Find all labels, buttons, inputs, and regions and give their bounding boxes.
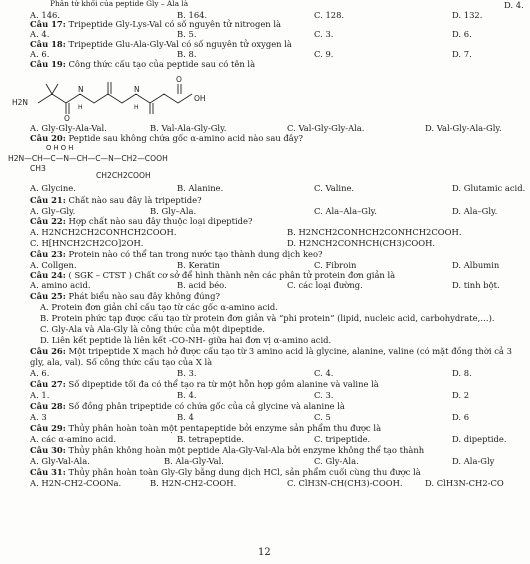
option-b[interactable]: B. 3. <box>177 368 197 378</box>
option-d[interactable]: D. 2 <box>452 390 470 400</box>
option-d[interactable]: D. 132. <box>452 10 483 20</box>
n-label: N <box>78 85 84 94</box>
option-d[interactable]: D. 7. <box>452 49 472 59</box>
question-text: Tripeptide Glu-Ala-Gly-Val có số nguyên tử oxygen là <box>68 39 292 49</box>
question-text: Phát biểu nào sau đây không đúng? <box>68 291 220 301</box>
question-text: Hợp chất nào sau đây thuộc loại dipeptide? <box>68 216 253 226</box>
question-text: Một tripeptide X mạch hở được cấu tạo từ 3 amino acid là glycine, alanine, valine (có mặt đồng thời cả 3 <box>68 346 512 356</box>
option-c[interactable]: C. các loại đường. <box>287 280 363 290</box>
question-label: Câu 30: <box>30 445 66 455</box>
question-19 <box>30 60 255 68</box>
formula-side-chain-1: CH3 <box>30 164 46 173</box>
question-31 <box>30 468 421 476</box>
option-c[interactable]: C. tripeptide. <box>314 434 371 444</box>
formula-top-atoms: O H O H <box>46 144 74 152</box>
option-a[interactable]: A. Gly–Gly. <box>30 206 76 216</box>
question-26-continued: gly, ala, val). Số công thức cấu tạo của X là <box>30 357 213 367</box>
option-b[interactable]: B. Alanine. <box>177 183 224 193</box>
option-c[interactable]: C. Ala–Ala–Gly. <box>314 206 377 216</box>
option-a[interactable]: A. 4. <box>30 29 50 39</box>
question-23 <box>30 250 323 258</box>
option-c[interactable]: C. Gly-Ala. <box>314 456 359 466</box>
option-b[interactable]: B. H2NCH2CONHCH2CONHCH2COOH. <box>287 227 462 237</box>
question-20-options <box>0 184 530 195</box>
question-label: Câu 29: <box>30 423 66 433</box>
option-d[interactable]: D. ClH3N-CH2-CO <box>425 478 504 488</box>
option-d[interactable]: D. 8. <box>452 368 472 378</box>
option-b[interactable]: B. 5. <box>177 29 197 39</box>
option-a[interactable]: A. 6. <box>30 49 50 59</box>
option-c[interactable]: C. 9. <box>314 49 334 59</box>
question-text: ( SGK – CTST ) Chất cơ sở để hình thành nên các phân tử protein đơn giản là <box>68 270 396 280</box>
option-c[interactable]: C. Valine. <box>314 183 355 193</box>
question-text: Thủy phân không hoàn một peptide Ala-Gly-Val-Ala bởi enzyme không thể tạo thành <box>68 445 425 455</box>
question-label: Câu 19: <box>30 59 66 69</box>
statement-c[interactable]: C. Gly-Ala và Ala-Gly là công thức của một dipeptide. <box>40 324 265 334</box>
question-29 <box>30 424 381 432</box>
h2n-label: H2N <box>12 98 29 107</box>
question-text: Số đồng phân tripeptide có chứa gốc của cả glycine và alanine là <box>68 401 345 411</box>
question-21 <box>30 196 202 204</box>
peptide-skeletal-structure <box>8 70 238 122</box>
option-b[interactable]: B. Val-Ala-Gly-Gly. <box>150 123 227 133</box>
option-d[interactable]: D. Ala–Gly. <box>452 206 498 216</box>
question-text: Tripeptide Gly-Lys-Val có số nguyên tử nitrogen là <box>68 19 282 29</box>
option-d[interactable]: D. 6 <box>452 412 470 422</box>
question-20 <box>30 134 303 142</box>
option-d[interactable]: D. dipeptide. <box>452 434 507 444</box>
question-31-options <box>0 479 530 490</box>
option-d[interactable]: D. 6. <box>452 29 472 39</box>
option-c[interactable]: C. 4. <box>314 368 334 378</box>
option-c[interactable]: C. H[HNCH2CH2CO]2OH. <box>30 238 144 248</box>
option-a[interactable]: A. 1. <box>30 390 50 400</box>
option-b[interactable]: B. Gly–Ala. <box>150 206 197 216</box>
question-label: Câu 18: <box>30 39 66 49</box>
option-d[interactable]: D. Ala-Gly <box>452 456 495 466</box>
option-a[interactable]: A. H2NCH2CH2CONHCH2COOH. <box>30 227 177 237</box>
question-text: Chất nào sau đây là tripeptide? <box>68 195 202 205</box>
option-b[interactable]: B. acid béo. <box>177 280 227 290</box>
option-c[interactable]: C. 3. <box>314 390 334 400</box>
option-c[interactable]: C. Fibroin <box>314 260 357 270</box>
option-c[interactable]: C. ClH3N-CH(CH3)-COOH. <box>287 478 403 488</box>
h-label: H <box>78 104 83 111</box>
option-d[interactable]: D. H2NCH2CONHCH(CH3)COOH. <box>287 238 436 248</box>
option-a[interactable]: A. 146. <box>30 10 61 20</box>
question-text: Số dipeptide tối đa có thể tạo ra từ một hỗn hợp gồm alanine và valine là <box>68 379 379 389</box>
formula-main-chain: H2N—CH—C—N—CH—C—N—CH2—COOH <box>8 154 168 163</box>
page-number: 12 <box>258 547 271 558</box>
oh-label: OH <box>194 94 206 103</box>
option-a[interactable]: A. 6. <box>30 368 50 378</box>
question-label: Câu 24: <box>30 270 66 280</box>
question-30 <box>30 446 424 454</box>
option-b[interactable]: B. 8. <box>177 49 197 59</box>
statement-d[interactable]: D. Liên kết peptide là liên kết -CO-NH- giữa hai đơn vị α-amino acid. <box>40 335 332 345</box>
question-27 <box>30 380 379 388</box>
question-text: Thủy phân hoàn toàn một pentapeptide bởi enzyme sản phẩm thu được là <box>68 423 382 433</box>
option-a[interactable]: A. Glycine. <box>30 183 76 193</box>
question-label: Câu 20: <box>30 133 66 143</box>
question-label: Câu 27: <box>30 379 66 389</box>
question-25 <box>30 292 220 300</box>
option-b[interactable]: B. H2N-CH2-COOH. <box>150 478 237 488</box>
question-label: Câu 28: <box>30 401 66 411</box>
option-d[interactable]: D. tinh bột. <box>452 280 500 290</box>
o-label: O <box>64 114 70 122</box>
question-18 <box>30 40 292 48</box>
option-d[interactable]: D. Glutamic acid. <box>452 183 526 193</box>
option-a[interactable]: A. amino acid. <box>30 280 91 290</box>
option-c[interactable]: C. 3. <box>314 29 334 39</box>
question-label: Câu 22: <box>30 216 66 226</box>
question-text: Phân tử khối của peptide Gly – Ala là <box>50 0 189 8</box>
question-26 <box>30 347 512 355</box>
option-c[interactable]: C. 5 <box>314 412 331 422</box>
option-a[interactable]: A. Gly-Gly-Ala-Val. <box>30 123 107 133</box>
question-28 <box>30 402 345 410</box>
option-a[interactable]: A. các α-amino acid. <box>30 434 117 444</box>
option-b[interactable]: B. tetrapeptide. <box>177 434 244 444</box>
question-label: Câu 26: <box>30 346 66 356</box>
h-label: H <box>134 104 139 111</box>
option-c[interactable]: C. 128. <box>314 10 345 20</box>
question-label: Câu 25: <box>30 291 66 301</box>
option-a[interactable]: A. H2N-CH2-COONa. <box>30 478 122 488</box>
question-22 <box>30 217 253 225</box>
question-label: Câu 23: <box>30 249 66 259</box>
question-text: Protein nào có thể tan trong nước tạo thành dung dịch keo? <box>68 249 323 259</box>
question-label: Câu 31: <box>30 467 66 477</box>
question-17 <box>30 20 281 28</box>
question-text: Peptide sau không chứa gốc α-amino acid nào sau đây? <box>68 133 303 143</box>
n-label: N <box>134 85 140 94</box>
option-c[interactable]: C. Val-Gly-Gly-Ala. <box>287 123 365 133</box>
option-a[interactable]: A. 3 <box>30 412 47 422</box>
option-b[interactable]: B. 4. <box>177 390 197 400</box>
question-24 <box>30 271 395 279</box>
question-label: Câu 21: <box>30 195 66 205</box>
option-b[interactable]: B. 164. <box>177 10 208 20</box>
question-16-tail <box>50 0 188 7</box>
question-label: Câu 17: <box>30 19 66 29</box>
statement-b[interactable]: B. Protein phức tạp được cấu tạo từ protein đơn giản và “phi protein” (lipid, nucleic acid, carbohydrate,…). <box>40 313 495 323</box>
option-b[interactable]: B. Keratin <box>177 260 220 270</box>
question-text: Công thức cấu tạo của peptide sau có tên là <box>68 59 256 69</box>
option-d[interactable]: D. Albumin <box>452 260 500 270</box>
option-d[interactable]: D. Val-Gly-Ala-Gly. <box>425 123 502 133</box>
option-a[interactable]: A. Collgen. <box>30 260 77 270</box>
option-a[interactable]: A. Gly-Val-Ala. <box>30 456 90 466</box>
statement-a[interactable]: A. Protein đơn giản chỉ cấu tạo từ các gốc α-amino acid. <box>40 302 278 312</box>
extra-option: D. 4. <box>504 0 524 10</box>
option-b[interactable]: B. 4 <box>177 412 194 422</box>
question-text: Thủy phân hoàn toàn Gly-Gly bằng dung dịch HCl, sản phẩm cuối cùng thu được là <box>68 467 421 477</box>
formula-side-chain-2: CH2CH2COOH <box>96 171 151 180</box>
option-b[interactable]: B. Ala-Gly-Val. <box>164 456 224 466</box>
o-label: O <box>176 75 182 84</box>
